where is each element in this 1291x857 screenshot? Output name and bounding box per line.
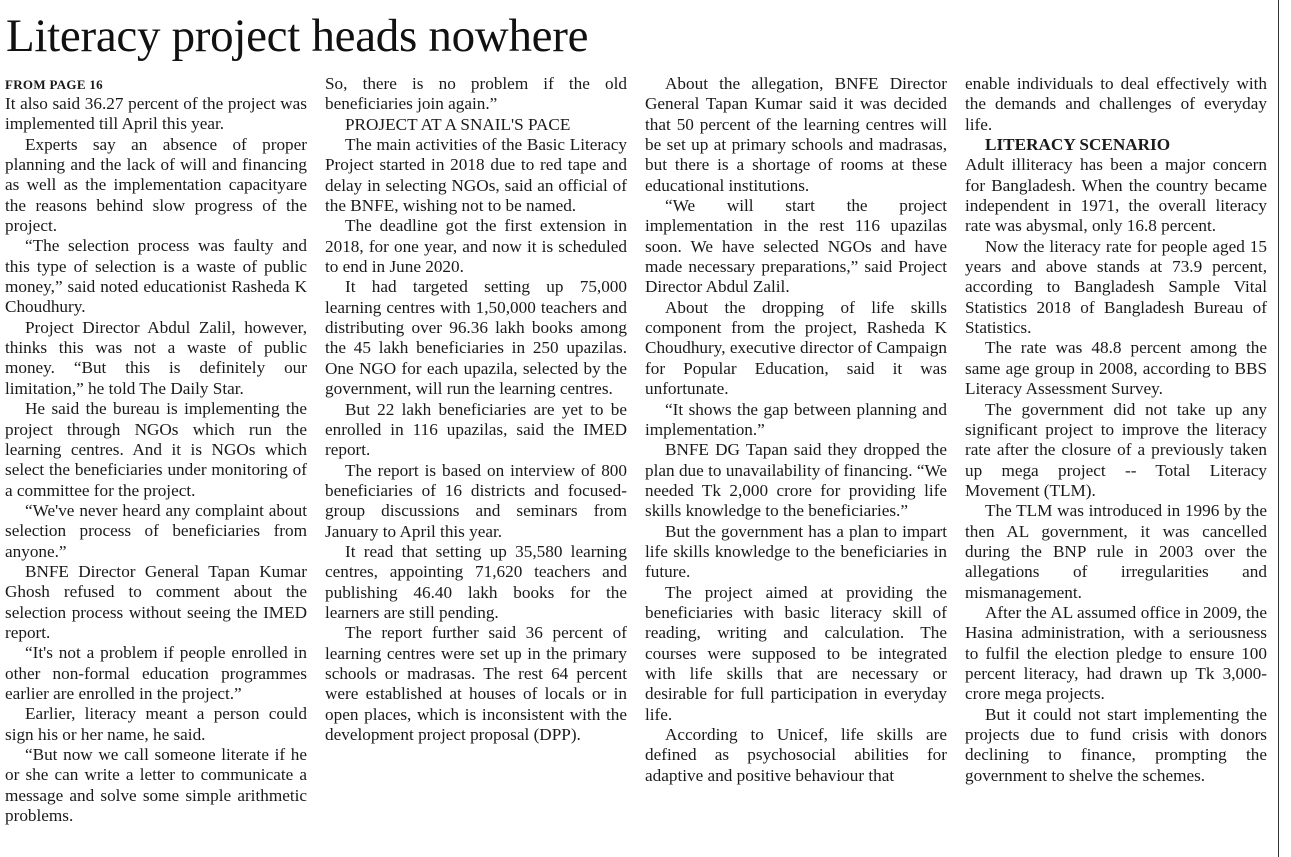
from-page-label: FROM PAGE 16	[5, 77, 103, 92]
paragraph: The report further said 36 percent of learning centres were set up in the primary schools or madrasas. The rest 64 percent were established at houses of locals or in open places, which is inconsistent with the development project proposal (DPP).	[325, 623, 627, 744]
column-rule	[1278, 0, 1279, 857]
article-body	[5, 74, 1267, 826]
paragraph: The report is based on interview of 800 beneficiaries of 16 districts and focused-group discussions and seminars from January to April this year.	[325, 460, 627, 541]
subhead-snail-pace: PROJECT AT A SNAIL'S PACE	[345, 114, 571, 134]
paragraph: About the dropping of life skills component from the project, Rasheda K Choudhury, executive director of Campaign for Popular Education, said it was unfortunate.	[645, 297, 947, 399]
paragraph: But 22 lakh beneficiaries are yet to be enrolled in 116 upazilas, said the IMED report.	[325, 399, 627, 460]
subhead-literacy-scenario: LITERACY SCENARIO	[985, 135, 1171, 155]
paragraph: The deadline got the first extension in 2018, for one year, and now it is scheduled to end in June 2020.	[325, 216, 627, 277]
paragraph: Earlier, literacy meant a person could sign his or her name, he said.	[5, 704, 307, 744]
paragraph: It read that setting up 35,580 learning centres, appointing 71,620 teachers and publishing 46.40 lakh books for the learners are still pending.	[325, 541, 627, 622]
paragraph: But the government has a plan to impart life skills knowledge to the beneficiaries in future.	[645, 521, 947, 582]
paragraph: The main activities of the Basic Literacy Project started in 2018 due to red tape and delay in selecting NGOs, said an official of the BNFE, wishing not to be named.	[325, 135, 627, 216]
paragraph: The TLM was introduced in 1996 by the then AL government, it was cancelled during the BNP rule in 2003 over the allegations of irregularities and mismanagement.	[965, 501, 1267, 602]
column-1-paragraphs	[5, 94, 307, 826]
paragraph: Project Director Abdul Zalil, however, thinks this was not a waste of public money. “But this is definitely our limitation,” he told The Daily Star.	[5, 317, 307, 398]
paragraph: But it could not start implementing the projects due to fund crisis with donors declining to finance, prompting the government to shelve the schemes.	[965, 704, 1267, 785]
paragraph: BNFE DG Tapan said they dropped the plan due to unavailability of financing. “We needed Tk 2,000 crore for providing life skills knowledge to the beneficiaries.”	[645, 440, 947, 521]
paragraph: So, there is no problem if the old beneficiaries join again.”	[325, 74, 627, 114]
headline: Literacy project heads nowhere	[6, 10, 589, 62]
paragraph: “The selection process was faulty and this type of selection is a waste of public money,” said noted educationist Rasheda K Choudhury.	[5, 236, 307, 317]
paragraph: About the allegation, BNFE Director General Tapan Kumar said it was decided that 50 percent of the learning centres will be set up at primary schools and madrasas, but there is a shortage of rooms at these educational institutions.	[645, 74, 947, 195]
column-4	[965, 74, 1267, 826]
paragraph: “It's not a problem if people enrolled in other non-formal education programmes earlier are enrolled in the project.”	[5, 643, 307, 703]
column-2-paragraphs	[325, 135, 627, 745]
paragraph: Experts say an absence of proper planning and the lack of will and financing as well as the implementation capacityare the reasons behind slow progress of the project.	[5, 134, 307, 236]
paragraph: Now the literacy rate for people aged 15 years and above stands at 73.9 percent, according to Bangladesh Sample Vital Statistics 2018 of Bangladesh Bureau of Statistics.	[965, 236, 1267, 338]
paragraph: He said the bureau is implementing the project through NGOs which run the learning centres. And it is NGOs which select the beneficiaries under monitoring of a committee for the project.	[5, 399, 307, 500]
paragraph: Adult illiteracy has been a major concern for Bangladesh. When the country became independent in 1971, the overall literacy rate was abysmal, only 16.8 percent.	[965, 155, 1267, 236]
paragraph: The government did not take up any significant project to improve the literacy rate after the closure of a previously taken up mega project -- Total Literacy Movement (TLM).	[965, 399, 1267, 500]
paragraph: The project aimed at providing the beneficiaries with basic literacy skill of reading, writing and calculation. The courses were supposed to be integrated with life skills that are necessary or desirable for full participation in everyday life.	[645, 582, 947, 724]
paragraph: enable individuals to deal effectively with the demands and challenges of everyday life.	[965, 74, 1267, 134]
column-3-paragraphs	[645, 74, 947, 786]
paragraph: “We've never heard any complaint about selection process of beneficiaries from anyone.”	[5, 500, 307, 561]
column-1	[5, 74, 307, 826]
paragraph: According to Unicef, life skills are defined as psychosocial abilities for adaptive and positive behaviour that	[645, 725, 947, 785]
column-2-lead	[325, 74, 627, 115]
column-2	[325, 74, 627, 826]
paragraph: After the AL assumed office in 2009, the Hasina administration, with a seriousness to fulfil the election pledge to ensure 100 percent literacy, had drawn up Tk 3,000-crore mega projects.	[965, 602, 1267, 704]
paragraph: It also said 36.27 percent of the project was implemented till April this year.	[5, 94, 307, 134]
paragraph: “But now we call someone literate if he or she can write a letter to communicate a message and solve some simple arithmetic problems.	[5, 745, 307, 826]
column-4-lead	[965, 74, 1267, 135]
paragraph: BNFE Director General Tapan Kumar Ghosh refused to comment about the selection process without seeing the IMED report.	[5, 561, 307, 642]
paragraph: It had targeted setting up 75,000 learning centres with 1,50,000 teachers and distributing over 96.36 lakh books among the 45 lakh beneficiaries in 250 upazilas. One NGO for each upazila, selected by the government, will run the learning centres.	[325, 277, 627, 399]
paragraph: “We will start the project implementation in the rest 116 upazilas soon. We have selected NGOs and have made necessary preparations,” said Project Director Abdul Zalil.	[645, 196, 947, 297]
column-4-paragraphs	[965, 155, 1267, 786]
column-3	[645, 74, 947, 826]
paragraph: “It shows the gap between planning and implementation.”	[645, 399, 947, 439]
paragraph: The rate was 48.8 percent among the same age group in 2008, according to BBS Literacy Assessment Survey.	[965, 338, 1267, 399]
